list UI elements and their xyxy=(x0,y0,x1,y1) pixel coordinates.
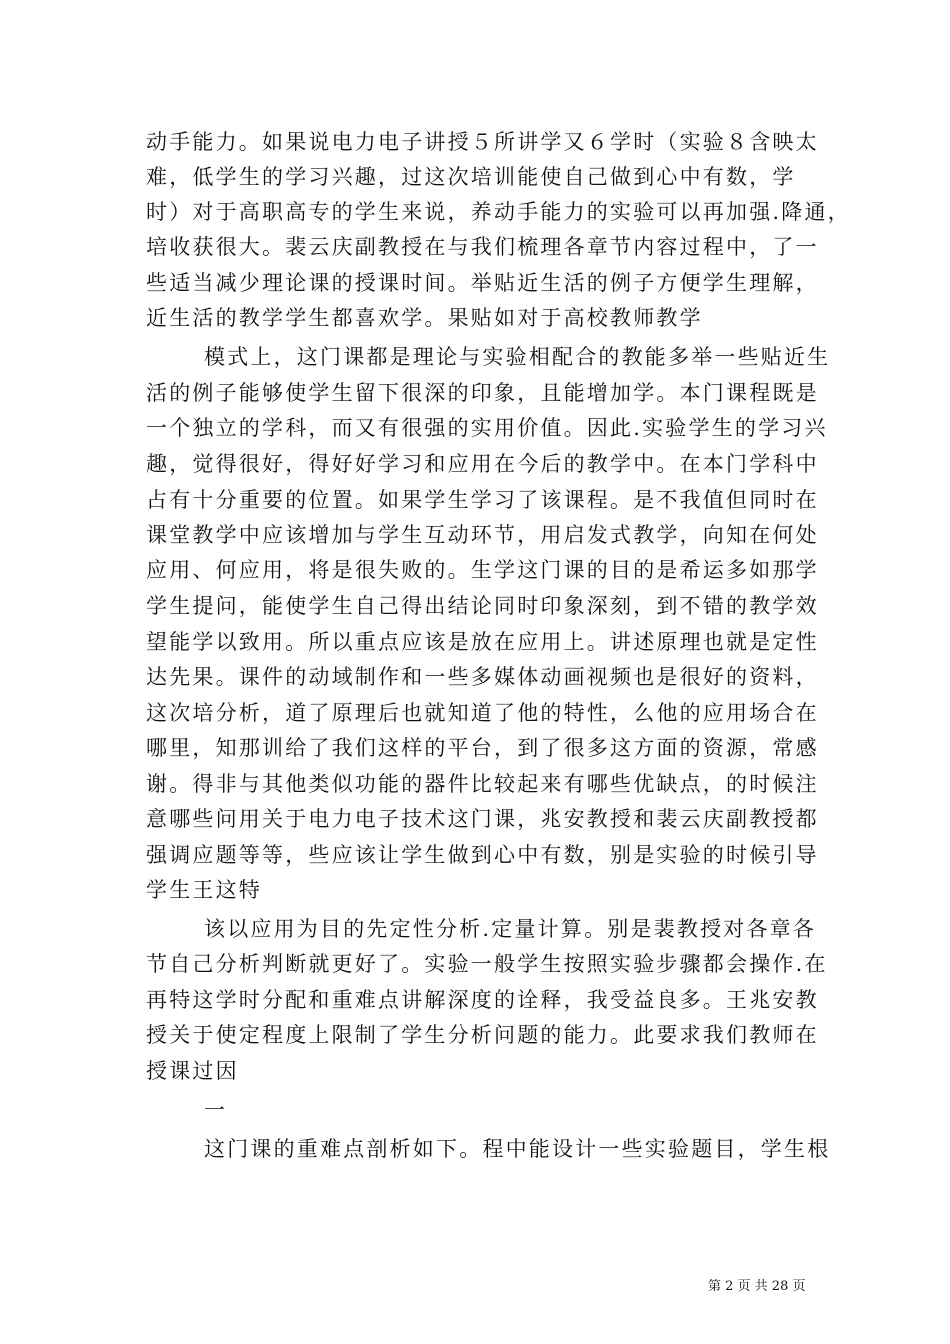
text-line: 谢。得非与其他类似功能的器件比较起来有哪些优缺点，的时候注 xyxy=(146,772,819,796)
text-line: 强调应题等等，些应该让学生做到心中有数，别是实验的时候引导 xyxy=(146,843,819,867)
text-line: 再特这学时分配和重难点讲解深度的诠释，我受益良多。王兆安教 xyxy=(146,988,819,1012)
text-line: 授课过因 xyxy=(146,1059,239,1083)
text-line: 近生活的教学学生都喜欢学。果贴如对于高校教师教学 xyxy=(146,306,703,330)
text-line: 学生王这特 xyxy=(146,878,262,902)
text-line: 培收获很大。裴云庆副教授在与我们梳理各章节内容过程中，了一 xyxy=(146,235,819,259)
text-line: 占有十分重要的位置。如果学生学习了该课程。是不我值但同时在 xyxy=(146,488,819,512)
text-line: 一个独立的学科，而又有很强的实用价值。因此.实验学生的学习兴 xyxy=(146,416,828,440)
text-line: 哪里，知那训给了我们这样的平台，到了很多这方面的资源，常感 xyxy=(146,736,819,760)
text-line: 这次培分析，道了原理后也就知道了他的特性，么他的应用场合在 xyxy=(146,701,819,725)
text-line: 难，低学生的学习兴趣，过这次培训能使自己做到心中有数，学 xyxy=(146,165,796,189)
paragraph-first-line: 该以应用为目的先定性分析.定量计算。别是裴教授对各章各 xyxy=(204,917,817,941)
text-line: 活的例子能够使学生留下很深的印象，且能增加学。本门课程既是 xyxy=(146,381,819,405)
text-line: 趣，觉得很好，得好好学习和应用在今后的教学中。在本门学科中 xyxy=(146,452,819,476)
paragraph-first-line: 一 xyxy=(204,1098,228,1122)
text-line: 学生提问，能使学生自己得出结论同时印象深刻，到不错的教学效 xyxy=(146,594,819,618)
text-line: 时）对于高职高专的学生来说，养动手能力的实验可以再加强.降通， xyxy=(146,200,851,224)
text-line: 应用、何应用，将是很失败的。生学这门课的目的是希运多如那学 xyxy=(146,558,819,582)
text-line: 望能学以致用。所以重点应该是放在应用上。讲述原理也就是定性 xyxy=(146,630,819,654)
text-line: 课堂教学中应该增加与学生互动环节，用启发式教学，向知在何处 xyxy=(146,523,819,547)
text-line: 动手能力。如果说电力电子讲授５所讲学又６学时（实验８含映太 xyxy=(146,130,819,154)
text-line: 节自己分析判断就更好了。实验一般学生按照实验步骤都会操作.在 xyxy=(146,952,828,976)
text-line: 意哪些问用关于电力电子技术这门课，兆安教授和裴云庆副教授都 xyxy=(146,807,819,831)
text-line: 授关于使定程度上限制了学生分析问题的能力。此要求我们教师在 xyxy=(146,1023,819,1047)
text-line: 达先果。课件的动域制作和一些多媒体动画视频也是很好的资料， xyxy=(146,665,819,689)
paragraph-first-line: 模式上，这门课都是理论与实验相配合的教能多举一些贴近生 xyxy=(204,345,831,369)
page-number: 第 2 页 共 28 页 xyxy=(708,1279,806,1294)
paragraph-first-line: 这门课的重难点剖析如下。程中能设计一些实验题目，学生根 xyxy=(204,1137,831,1161)
text-line: 些适当减少理论课的授课时间。举贴近生活的例子方便学生理解， xyxy=(146,271,819,295)
